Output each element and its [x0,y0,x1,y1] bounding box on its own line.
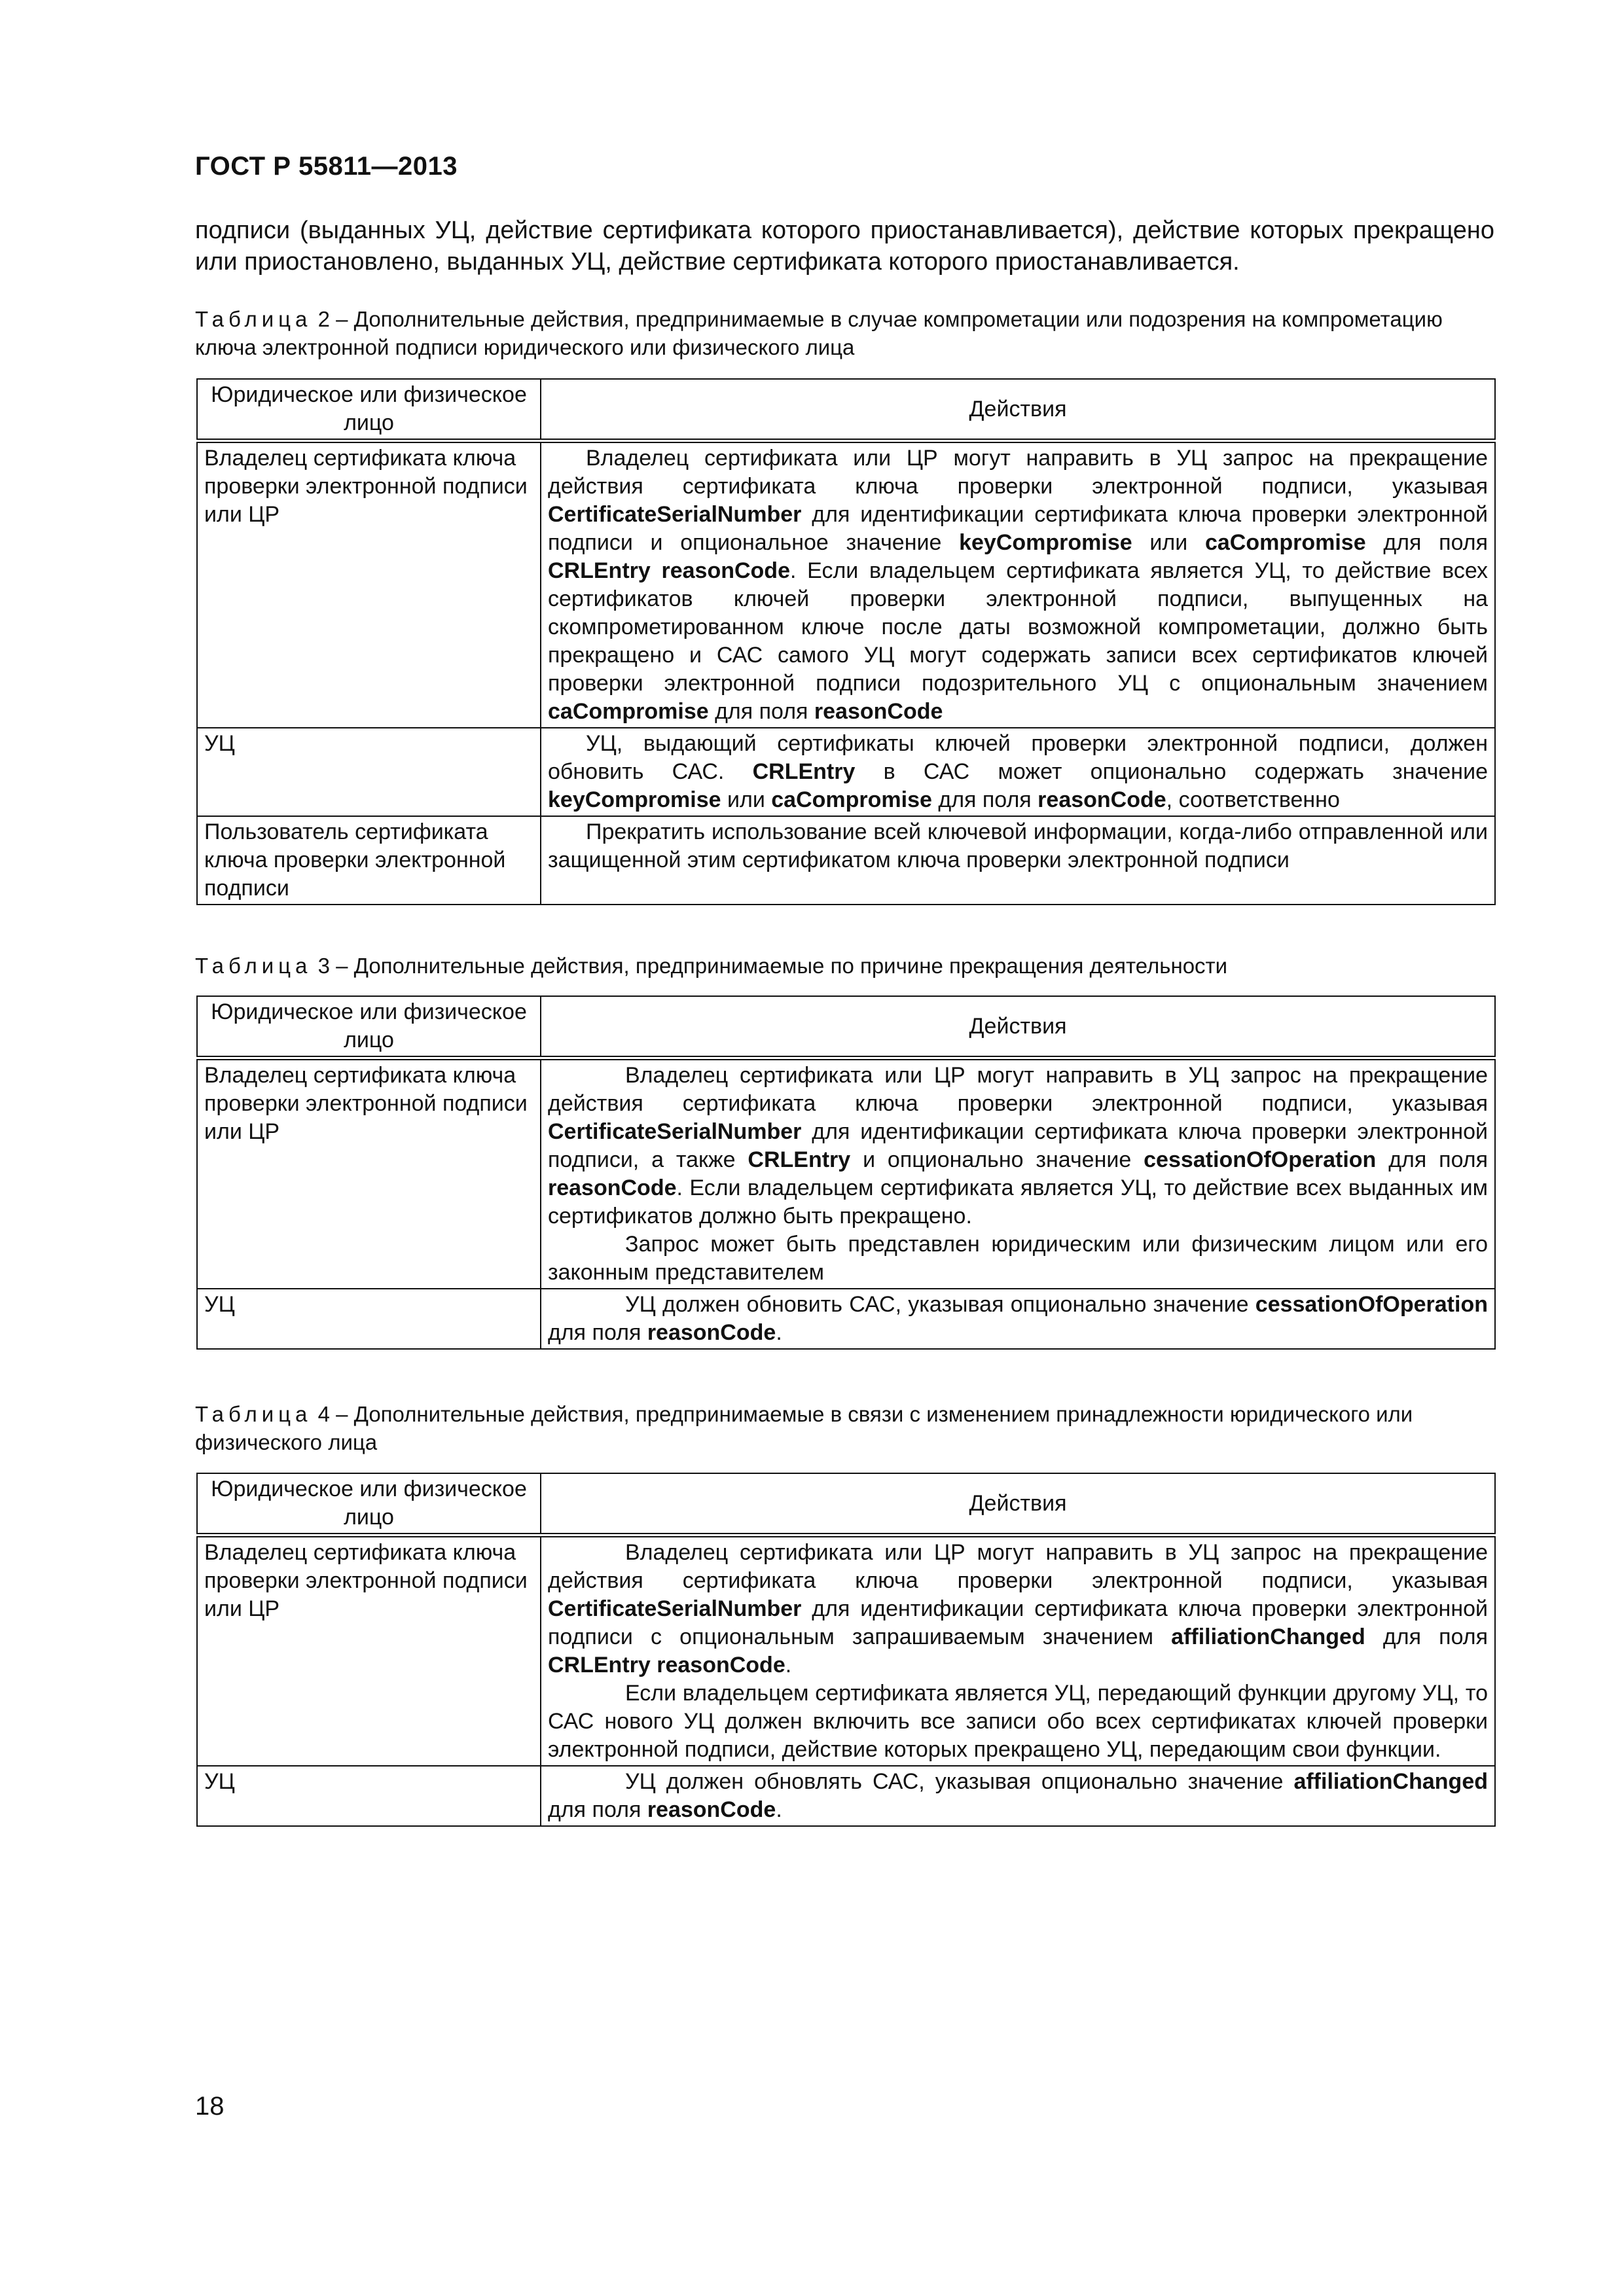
table-row [197,1058,1495,1289]
table-3-caption-text: 3 – Дополнительные действия, предпринимаемые по причине прекращения деятельности [317,954,1228,978]
table-3-header-row [197,996,1495,1058]
actions-text: для поля [708,699,814,724]
actions-text: для идентификации сертификата ключа проверки электронной подписи и опциональное значение [548,502,1488,555]
actions-text: Владелец сертификата или ЦР могут направить в УЦ запрос на прекращение действия сертификата ключа проверки электронной подписи, указывая [548,1063,1488,1116]
actions-cell [541,1535,1495,1767]
actions-cell [541,441,1495,728]
field-name: keyCompromise [548,787,721,812]
actions-paragraph: Запрос может быть представлен юридическим или физическим лицом или его законным представителем [548,1232,1488,1285]
actions-text: , соответственно [1166,787,1340,812]
actions-text: . [776,1797,782,1822]
actions-cell [541,1289,1495,1349]
actions-cell [541,1058,1495,1289]
table-row [197,816,1495,905]
actions-text: для поля [1376,1147,1488,1172]
actions-paragraph: Если владельцем сертификата является УЦ, передающий функции другому УЦ, то САС нового УЦ должен включить все записи обо всех сертификатах ключей проверки электронной подписи, действие которых прекращено УЦ, передающим свои функции. [548,1681,1488,1762]
actions-text: или [1132,530,1205,555]
actions-text: для идентификации сертификата ключа проверки электронной подписи, а также [548,1119,1488,1172]
table-4-caption-text: 4 – Дополнительные действия, предпринимаемые в связи с изменением принадлежности юридического или физического лица [195,1402,1413,1454]
entity-cell: Пользователь сертификата ключа проверки электронной подписи [197,816,541,905]
actions-text: Прекратить использование всей ключевой информации, когда-либо отправленной или защищенной этим сертификатом ключа проверки электронной подписи [548,819,1488,872]
field-name: keyCompromise [959,530,1132,555]
actions-text: и опционально значение [850,1147,1144,1172]
table-row [197,1289,1495,1349]
field-name: affiliationChanged [1171,1624,1365,1649]
table-4-col2-header: Действия [541,1473,1495,1535]
field-name: CRLEntry reasonCode [548,1653,785,1677]
entity-cell: Владелец сертификата ключа проверки электронной подписи или ЦР [197,1058,541,1289]
table-4-col1-header: Юридическое или физическое лицо [197,1473,541,1535]
table-row [197,1766,1495,1826]
field-name: caCompromise [771,787,932,812]
table-3-col2-header: Действия [541,996,1495,1058]
table-4-header-row [197,1473,1495,1535]
actions-text: . Если владельцем сертификата является УЦ, то действие всех сертификатов ключей проверки электронной подписи, выпущенных на скомпрометированном ключе после даты возможной компрометации, должно быть прекращено и САС самого УЦ могут содержать записи всех сертификатов ключей проверки электронной подписи подозрительного УЦ с опциональным значением [548,558,1489,696]
actions-cell [541,728,1495,816]
field-name: CertificateSerialNumber [548,1119,802,1144]
field-name: CRLEntry [748,1147,851,1172]
entity-cell: УЦ [197,1766,541,1826]
field-name: reasonCode [1038,787,1166,812]
actions-text: для поля [548,1320,647,1345]
field-name: reasonCode [647,1320,776,1345]
entity-cell: УЦ [197,1289,541,1349]
entity-cell: Владелец сертификата ключа проверки электронной подписи или ЦР [197,441,541,728]
table-row [197,441,1495,728]
field-name: CertificateSerialNumber [548,502,802,527]
actions-text: или [721,787,772,812]
table-3-caption [195,952,1498,980]
actions-text: . Если владельцем сертификата является УЦ, то действие всех выданных им сертификатов должно быть прекращено. [548,1175,1488,1229]
entity-cell: УЦ [197,728,541,816]
actions-cell [541,816,1495,905]
table-3 [196,996,1496,1350]
table-2-col2-header: Действия [541,379,1495,441]
table-2-header-row [197,379,1495,441]
table-row [197,728,1495,816]
field-name: reasonCode [814,699,943,724]
field-name: cessationOfOperation [1255,1292,1488,1317]
field-name: affiliationChanged [1293,1769,1488,1794]
actions-text: для поля [931,787,1038,812]
field-name: CertificateSerialNumber [548,1596,802,1621]
actions-text: УЦ, выдающий сертификаты ключей проверки электронной подписи, должен обновить САС. [548,731,1488,784]
actions-text: . [785,1653,792,1677]
actions-text: для поля [548,1797,647,1822]
actions-cell [541,1766,1495,1826]
field-name: caCompromise [1204,530,1366,555]
actions-text: Владелец сертификата или ЦР могут направить в УЦ запрос на прекращение действия сертификата ключа проверки электронной подписи, указывая [548,1540,1488,1593]
standard-header: ГОСТ Р 55811—2013 [195,152,458,181]
table-2-caption-prefix: Таблица [195,307,312,331]
table-4-caption [195,1400,1498,1456]
page-number: 18 [195,2092,225,2121]
actions-text: . [776,1320,782,1345]
field-name: reasonCode [548,1175,677,1200]
actions-text: для поля [1365,530,1488,555]
actions-text: УЦ должен обновлять САС, указывая опционально значение [625,1769,1294,1794]
field-name: caCompromise [548,699,709,724]
field-name: cessationOfOperation [1144,1147,1377,1172]
field-name: reasonCode [647,1797,776,1822]
actions-text: Владелец сертификата или ЦР могут направить в УЦ запрос на прекращение действия сертификата ключа проверки электронной подписи, указывая [548,446,1488,499]
actions-text: для поля [1365,1624,1489,1649]
table-2-caption [195,305,1498,361]
table-3-caption-prefix: Таблица [195,954,312,978]
actions-text: УЦ должен обновить САС, указывая опционально значение [625,1292,1255,1317]
actions-text: для идентификации сертификата ключа проверки электронной подписи с опциональным запрашиваемым значением [548,1596,1488,1649]
table-row [197,1535,1495,1767]
table-4-caption-prefix: Таблица [195,1402,312,1426]
table-2 [196,378,1496,905]
table-4 [196,1473,1496,1827]
table-2-caption-text: 2 – Дополнительные действия, предпринимаемые в случае компрометации или подозрения на компрометацию ключа электронной подписи юридического или физического лица [195,307,1443,359]
table-3-col1-header: Юридическое или физическое лицо [197,996,541,1058]
table-2-col1-header: Юридическое или физическое лицо [197,379,541,441]
intro-paragraph: подписи (выданных УЦ, действие сертификата которого приостанавливается), действие которых прекращено или приостановлено, выданных УЦ, действие сертификата которого приостанавливается. [195,217,1494,276]
entity-cell: Владелец сертификата ключа проверки электронной подписи или ЦР [197,1535,541,1767]
actions-text: в САС может опционально содержать значение [855,759,1488,784]
field-name: CRLEntry reasonCode [548,558,790,583]
field-name: CRLEntry [752,759,856,784]
